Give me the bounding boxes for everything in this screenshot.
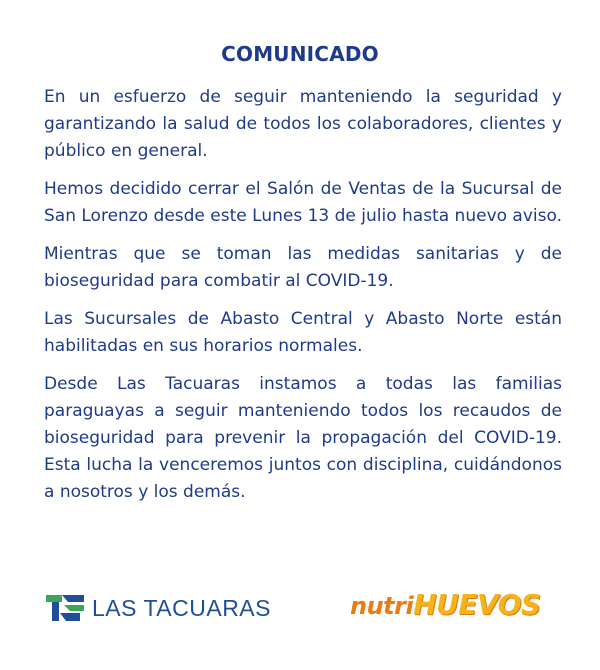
document-title: COMUNICADO (221, 42, 379, 66)
document-body (44, 84, 562, 517)
paragraph-3: Mientras que se toman las medidas sanitarias y de bioseguridad para combatir al COVID-19. (44, 244, 562, 291)
nutrihuevos-logo-huevos: HUEVOS (413, 588, 541, 621)
nutrihuevos-logo (350, 588, 541, 626)
paragraph-2: Hemos decidido cerrar el Salón de Ventas de la Sucursal de San Lorenzo desde este Lunes 13 de julio hasta nuevo aviso. (44, 179, 562, 226)
paragraph-5: Desde Las Tacuaras instamos a todas las familias paraguayas a seguir manteniendo todos los recaudos de bioseguridad para prevenir la propagación del COVID-19. Esta lucha la venceremos juntos con disciplina, cuidándonos a nosotros y los demás. (44, 374, 562, 502)
las-tacuaras-logo-icon (46, 593, 84, 623)
las-tacuaras-logo (46, 592, 271, 624)
nutrihuevos-logo-nutri: nutri (350, 592, 414, 620)
las-tacuaras-logo-text: LAS TACUARAS (92, 594, 271, 621)
paragraph-1: En un esfuerzo de seguir manteniendo la seguridad y garantizando la salud de todos los colaboradores, clientes y público en general. (44, 87, 562, 161)
footer-logos (0, 588, 600, 628)
paragraph-4: Las Sucursales de Abasto Central y Abasto Norte están habilitadas en sus horarios normales. (44, 309, 562, 356)
